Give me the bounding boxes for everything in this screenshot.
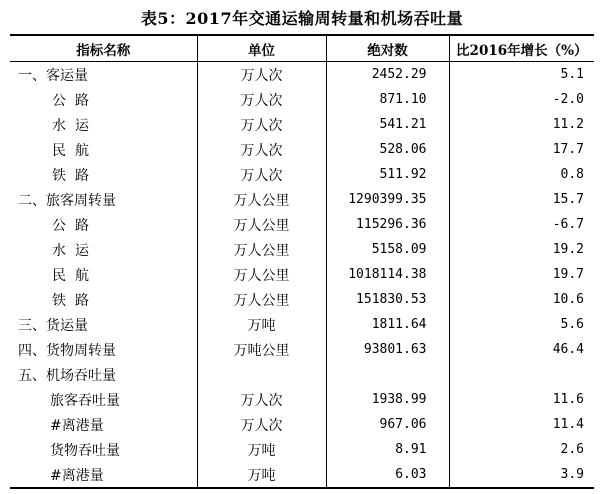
unit-cell: 万人次 [197, 87, 326, 112]
unit-cell: 万吨 [197, 437, 326, 462]
table-row [10, 112, 594, 137]
table-row [10, 287, 594, 312]
indicator-name-cell: 民航 [52, 142, 98, 159]
growth-rate-cell: -2.0 [449, 87, 594, 112]
growth-rate-cell: -6.7 [449, 212, 594, 237]
table-row [10, 387, 594, 412]
unit-cell: 万人公里 [197, 212, 326, 237]
header-indicator-name: 指标名称 [10, 35, 197, 62]
growth-rate-cell [449, 362, 594, 387]
indicator-name-cell: #离港量 [50, 417, 104, 434]
table-row [10, 87, 594, 112]
table-row [10, 162, 594, 187]
absolute-value-cell: 5158.09 [326, 237, 449, 262]
absolute-value-cell: 6.03 [326, 462, 449, 488]
growth-rate-cell: 19.7 [449, 262, 594, 287]
unit-cell: 万吨 [197, 462, 326, 488]
table-row [10, 312, 594, 337]
absolute-value-cell: 8.91 [326, 437, 449, 462]
header-unit: 单位 [197, 35, 326, 62]
unit-cell: 万人次 [197, 162, 326, 187]
indicator-name-cell: 民航 [52, 267, 98, 284]
table-row [10, 187, 594, 212]
absolute-value-cell: 1290399.35 [326, 187, 449, 212]
table-row [10, 462, 594, 488]
growth-rate-cell: 15.7 [449, 187, 594, 212]
absolute-value-cell: 93801.63 [326, 337, 449, 362]
unit-cell: 万人次 [197, 137, 326, 162]
absolute-value-cell: 1018114.38 [326, 262, 449, 287]
growth-rate-cell: 0.8 [449, 162, 594, 187]
table-title: 表5：2017年交通运输周转量和机场吞吐量 [140, 9, 464, 28]
indicator-name-cell: 五、机场吞吐量 [18, 367, 116, 384]
table-row [10, 412, 594, 437]
growth-rate-cell: 17.7 [449, 137, 594, 162]
absolute-value-cell: 115296.36 [326, 212, 449, 237]
absolute-value-cell: 2452.29 [326, 62, 449, 88]
indicator-name-cell: 水运 [52, 242, 98, 259]
unit-cell: 万吨 [197, 312, 326, 337]
unit-cell: 万人次 [197, 112, 326, 137]
unit-cell: 万人次 [197, 387, 326, 412]
indicator-name-cell: 二、旅客周转量 [18, 192, 116, 209]
table-row [10, 262, 594, 287]
growth-rate-cell: 46.4 [449, 337, 594, 362]
unit-cell [197, 362, 326, 387]
indicator-name-cell: 公路 [52, 92, 98, 109]
growth-rate-cell: 11.4 [449, 412, 594, 437]
table-header-row [10, 35, 594, 62]
absolute-value-cell: 151830.53 [326, 287, 449, 312]
unit-cell: 万人公里 [197, 237, 326, 262]
table-row [10, 212, 594, 237]
absolute-value-cell: 541.21 [326, 112, 449, 137]
header-growth-rate: 比2016年增长（%） [449, 35, 594, 62]
absolute-value-cell: 1811.64 [326, 312, 449, 337]
indicator-name-cell: 旅客吞吐量 [50, 392, 120, 409]
unit-cell: 万人次 [197, 412, 326, 437]
growth-rate-cell: 19.2 [449, 237, 594, 262]
absolute-value-cell: 511.92 [326, 162, 449, 187]
absolute-value-cell [326, 362, 449, 387]
table-row [10, 362, 594, 387]
indicator-name-cell: 货物吞吐量 [50, 442, 120, 459]
table-body [10, 62, 594, 489]
absolute-value-cell: 871.10 [326, 87, 449, 112]
table-row [10, 137, 594, 162]
indicator-name-cell: 水运 [52, 117, 98, 134]
table-row [10, 437, 594, 462]
indicator-name-cell: 四、货物周转量 [18, 342, 116, 359]
indicator-name-cell: #离港量 [10, 462, 197, 488]
indicator-name-cell: 三、货运量 [18, 317, 88, 334]
indicator-name-cell: 铁路 [52, 292, 98, 309]
absolute-value-cell: 967.06 [326, 412, 449, 437]
growth-rate-cell: 5.6 [449, 312, 594, 337]
unit-cell: 万人公里 [197, 187, 326, 212]
unit-cell: 万吨公里 [197, 337, 326, 362]
table-row [10, 62, 594, 88]
growth-rate-cell: 11.2 [449, 112, 594, 137]
indicator-name-cell: 公路 [52, 217, 98, 234]
absolute-value-cell: 1938.99 [326, 387, 449, 412]
statistics-table [10, 34, 594, 489]
unit-cell: 万人公里 [197, 287, 326, 312]
header-absolute-value: 绝对数 [326, 35, 449, 62]
growth-rate-cell: 5.1 [449, 62, 594, 88]
growth-rate-cell: 3.9 [449, 462, 594, 488]
growth-rate-cell: 2.6 [449, 437, 594, 462]
table-row [10, 337, 594, 362]
table-row [10, 237, 594, 262]
unit-cell: 万人次 [197, 62, 326, 88]
unit-cell: 万人公里 [197, 262, 326, 287]
indicator-name-cell: 一、客运量 [18, 67, 88, 84]
indicator-name-cell: 铁路 [52, 167, 98, 184]
growth-rate-cell: 10.6 [449, 287, 594, 312]
growth-rate-cell: 11.6 [449, 387, 594, 412]
absolute-value-cell: 528.06 [326, 137, 449, 162]
